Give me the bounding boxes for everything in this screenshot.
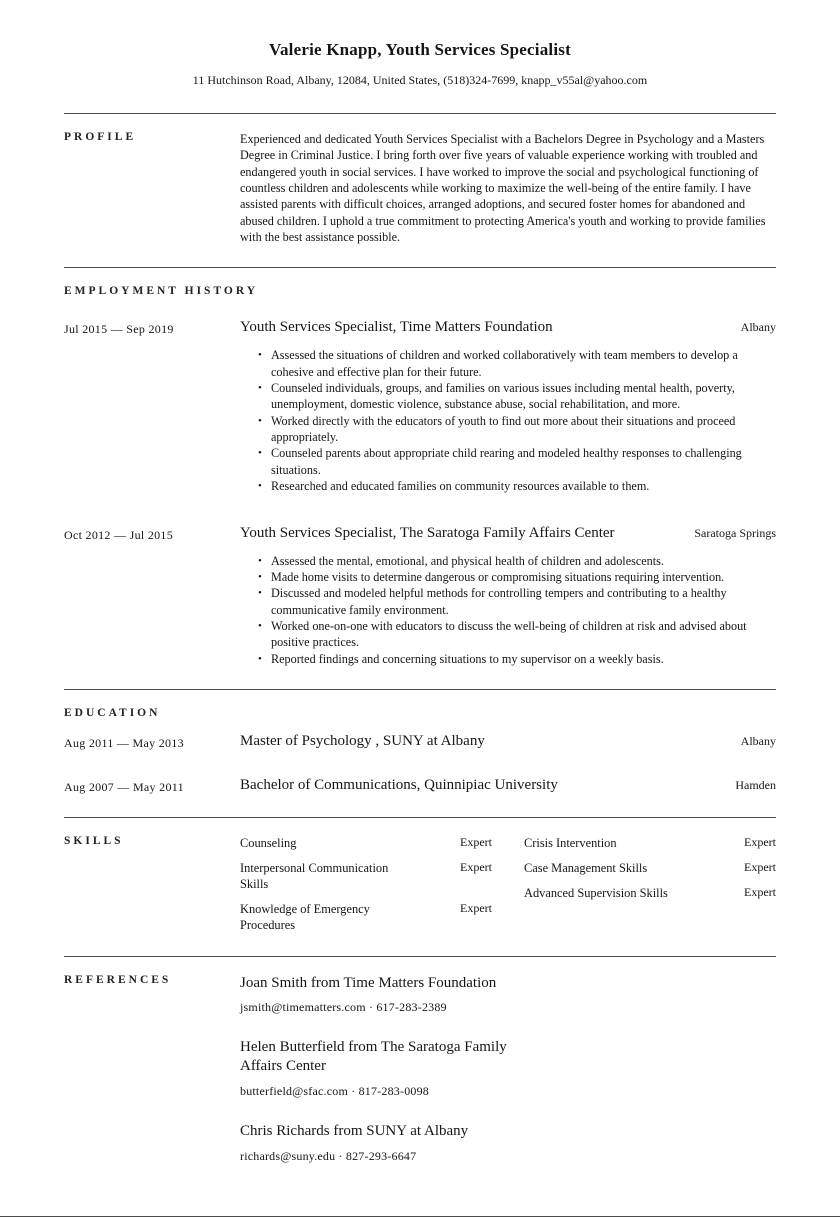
reference-name: Chris Richards from SUNY at Albany (240, 1123, 469, 1140)
skill-level: Expert (744, 885, 776, 900)
reference-contact: jsmith@timematters.com · 617-283-2389 (240, 1000, 447, 1015)
education-label-row (64, 705, 776, 719)
bullet-item: • Worked directly with the educators of youth to find out more about their situations and proceed appropriately. (258, 413, 776, 446)
job-content (240, 525, 776, 667)
skill-name: Knowledge of Emergency Procedures (240, 902, 370, 933)
education-content (240, 733, 776, 750)
education-dates: Aug 2007 — May 2011 (64, 779, 184, 794)
profile-label-column (64, 129, 240, 143)
bullet-item: • Counseled individuals, groups, and families on various issues including mental health, poverty, unemployment, domestic violence, substance abuse, social rehabilitation, and more. (258, 380, 776, 413)
skill-level: Expert (460, 860, 492, 875)
job-location: Saratoga Springs (694, 525, 776, 540)
references-label-column (64, 972, 240, 986)
profile-label: PROFILE (64, 131, 137, 143)
education-content (240, 777, 776, 794)
references-content (240, 972, 776, 1165)
skill-level: Expert (744, 834, 776, 849)
job-dates-column (64, 525, 240, 543)
skill-name: Crisis Intervention (524, 835, 617, 850)
skills-row (64, 833, 776, 934)
education-entry (64, 777, 776, 795)
skills-column-right (524, 835, 776, 934)
employment-label-column (64, 283, 259, 298)
skills-content (240, 833, 776, 934)
bullet-item: • Researched and educated families on community resources available to them. (258, 478, 776, 494)
skill-name: Interpersonal Communication Skills (240, 861, 389, 892)
skill-name: Counseling (240, 835, 297, 850)
profile-section (64, 113, 776, 267)
skills-section (64, 817, 776, 956)
education-label-column (64, 705, 240, 719)
bullet-item: • Reported findings and concerning situations to my supervisor on a weekly basis. (258, 651, 776, 667)
job-bullet-list (240, 347, 776, 494)
skills-label: SKILLS (64, 834, 124, 847)
job-header (240, 525, 776, 542)
bullet-item: • Discussed and modeled helpful methods for controlling tempers and contributing to a healthy communicative family environment. (258, 585, 776, 618)
skill-level: Expert (460, 834, 492, 849)
job-bullet-list (240, 553, 776, 667)
skill-item (524, 860, 776, 876)
job-title: Youth Services Specialist, The Saratoga Family Affairs Center (240, 524, 615, 541)
contact-line: 11 Hutchinson Road, Albany, 12084, United States, (518)324-7699, knapp_v55al@yahoo.com (192, 73, 648, 87)
job-dates-column (64, 319, 240, 337)
skills-column-left (240, 835, 492, 934)
job-entry (64, 525, 776, 667)
references-row (64, 972, 776, 1165)
reference-item (240, 972, 776, 1016)
bullet-item: • Counseled parents about appropriate child rearing and modeled healthy responses to challenging situations. (258, 445, 776, 478)
reference-contact: butterfield@sfac.com · 817-283-0098 (240, 1084, 429, 1099)
references-label: REFERENCES (64, 973, 172, 986)
job-dates: Jul 2015 — Sep 2019 (64, 322, 174, 337)
education-dates-column (64, 733, 240, 751)
education-location: Hamden (735, 777, 776, 792)
employment-label-row (64, 283, 776, 297)
education-title: Master of Psychology , SUNY at Albany (240, 732, 485, 749)
profile-row (64, 129, 776, 245)
skill-level: Expert (460, 901, 492, 916)
profile-content (240, 129, 776, 245)
skill-name: Advanced Supervision Skills (524, 886, 668, 901)
profile-text: Experienced and dedicated Youth Services Specialist with a Bachelors Degree in Psychology and a Masters Degree in Criminal Justice. I bring forth over five years of valuable experience working with troubled and endangered youth in social services. I have worked to improve the social and psychological functioning of countless children and adolescents while working to maximize the well-being of the entire family. I have assisted parents with difficult choices, arranged adoptions, and secured foster homes for abandoned and abused children. I uphold a true commitment to protecting America's youth and working to provide families with the best assistance possible. (240, 132, 766, 245)
education-label: EDUCATION (64, 706, 161, 719)
education-header (240, 733, 776, 750)
bullet-item: • Assessed the mental, emotional, and physical health of children and adolescents. (258, 553, 776, 569)
education-title: Bachelor of Communications, Quinnipiac University (240, 776, 558, 793)
employment-section (64, 267, 776, 689)
skill-level: Expert (744, 860, 776, 875)
education-dates-column (64, 777, 240, 795)
skills-label-column (64, 833, 240, 847)
bullet-item: • Assessed the situations of children and worked collaboratively with team members to develop a cohesive and effective plan for their future. (258, 347, 776, 380)
education-header (240, 777, 776, 794)
references-section (64, 956, 776, 1187)
skill-name: Case Management Skills (524, 861, 648, 876)
skill-item (524, 835, 776, 851)
bullet-item: • Made home visits to determine dangerous or compromising situations requiring intervention. (258, 569, 776, 585)
education-entry (64, 733, 776, 751)
employment-label: EMPLOYMENT HISTORY (64, 285, 259, 298)
job-entry (64, 319, 776, 494)
person-name: Valerie Knapp, Youth Services Specialist (269, 40, 571, 59)
job-title: Youth Services Specialist, Time Matters Foundation (240, 319, 553, 336)
job-location: Albany (740, 320, 776, 335)
job-content (240, 319, 776, 494)
skills-grid (240, 833, 776, 934)
reference-name: Joan Smith from Time Matters Foundation (240, 974, 497, 991)
education-dates: Aug 2011 — May 2013 (64, 735, 184, 750)
job-header (240, 319, 776, 336)
resume-header (64, 40, 776, 113)
skill-item (240, 901, 492, 933)
bullet-item: • Worked one-on-one with educators to discuss the well-being of children at risk and advised about positive practices. (258, 618, 776, 651)
reference-name: Helen Butterfield from The Saratoga Family Affairs Center (240, 1039, 507, 1075)
reference-contact: richards@suny.edu · 827-293-6647 (240, 1149, 417, 1164)
skill-item (240, 860, 492, 892)
skill-item (524, 885, 776, 901)
education-section (64, 689, 776, 817)
education-location: Albany (740, 733, 776, 748)
reference-item (240, 1120, 776, 1164)
job-dates: Oct 2012 — Jul 2015 (64, 527, 174, 542)
reference-item (240, 1036, 776, 1099)
skill-item (240, 835, 492, 851)
